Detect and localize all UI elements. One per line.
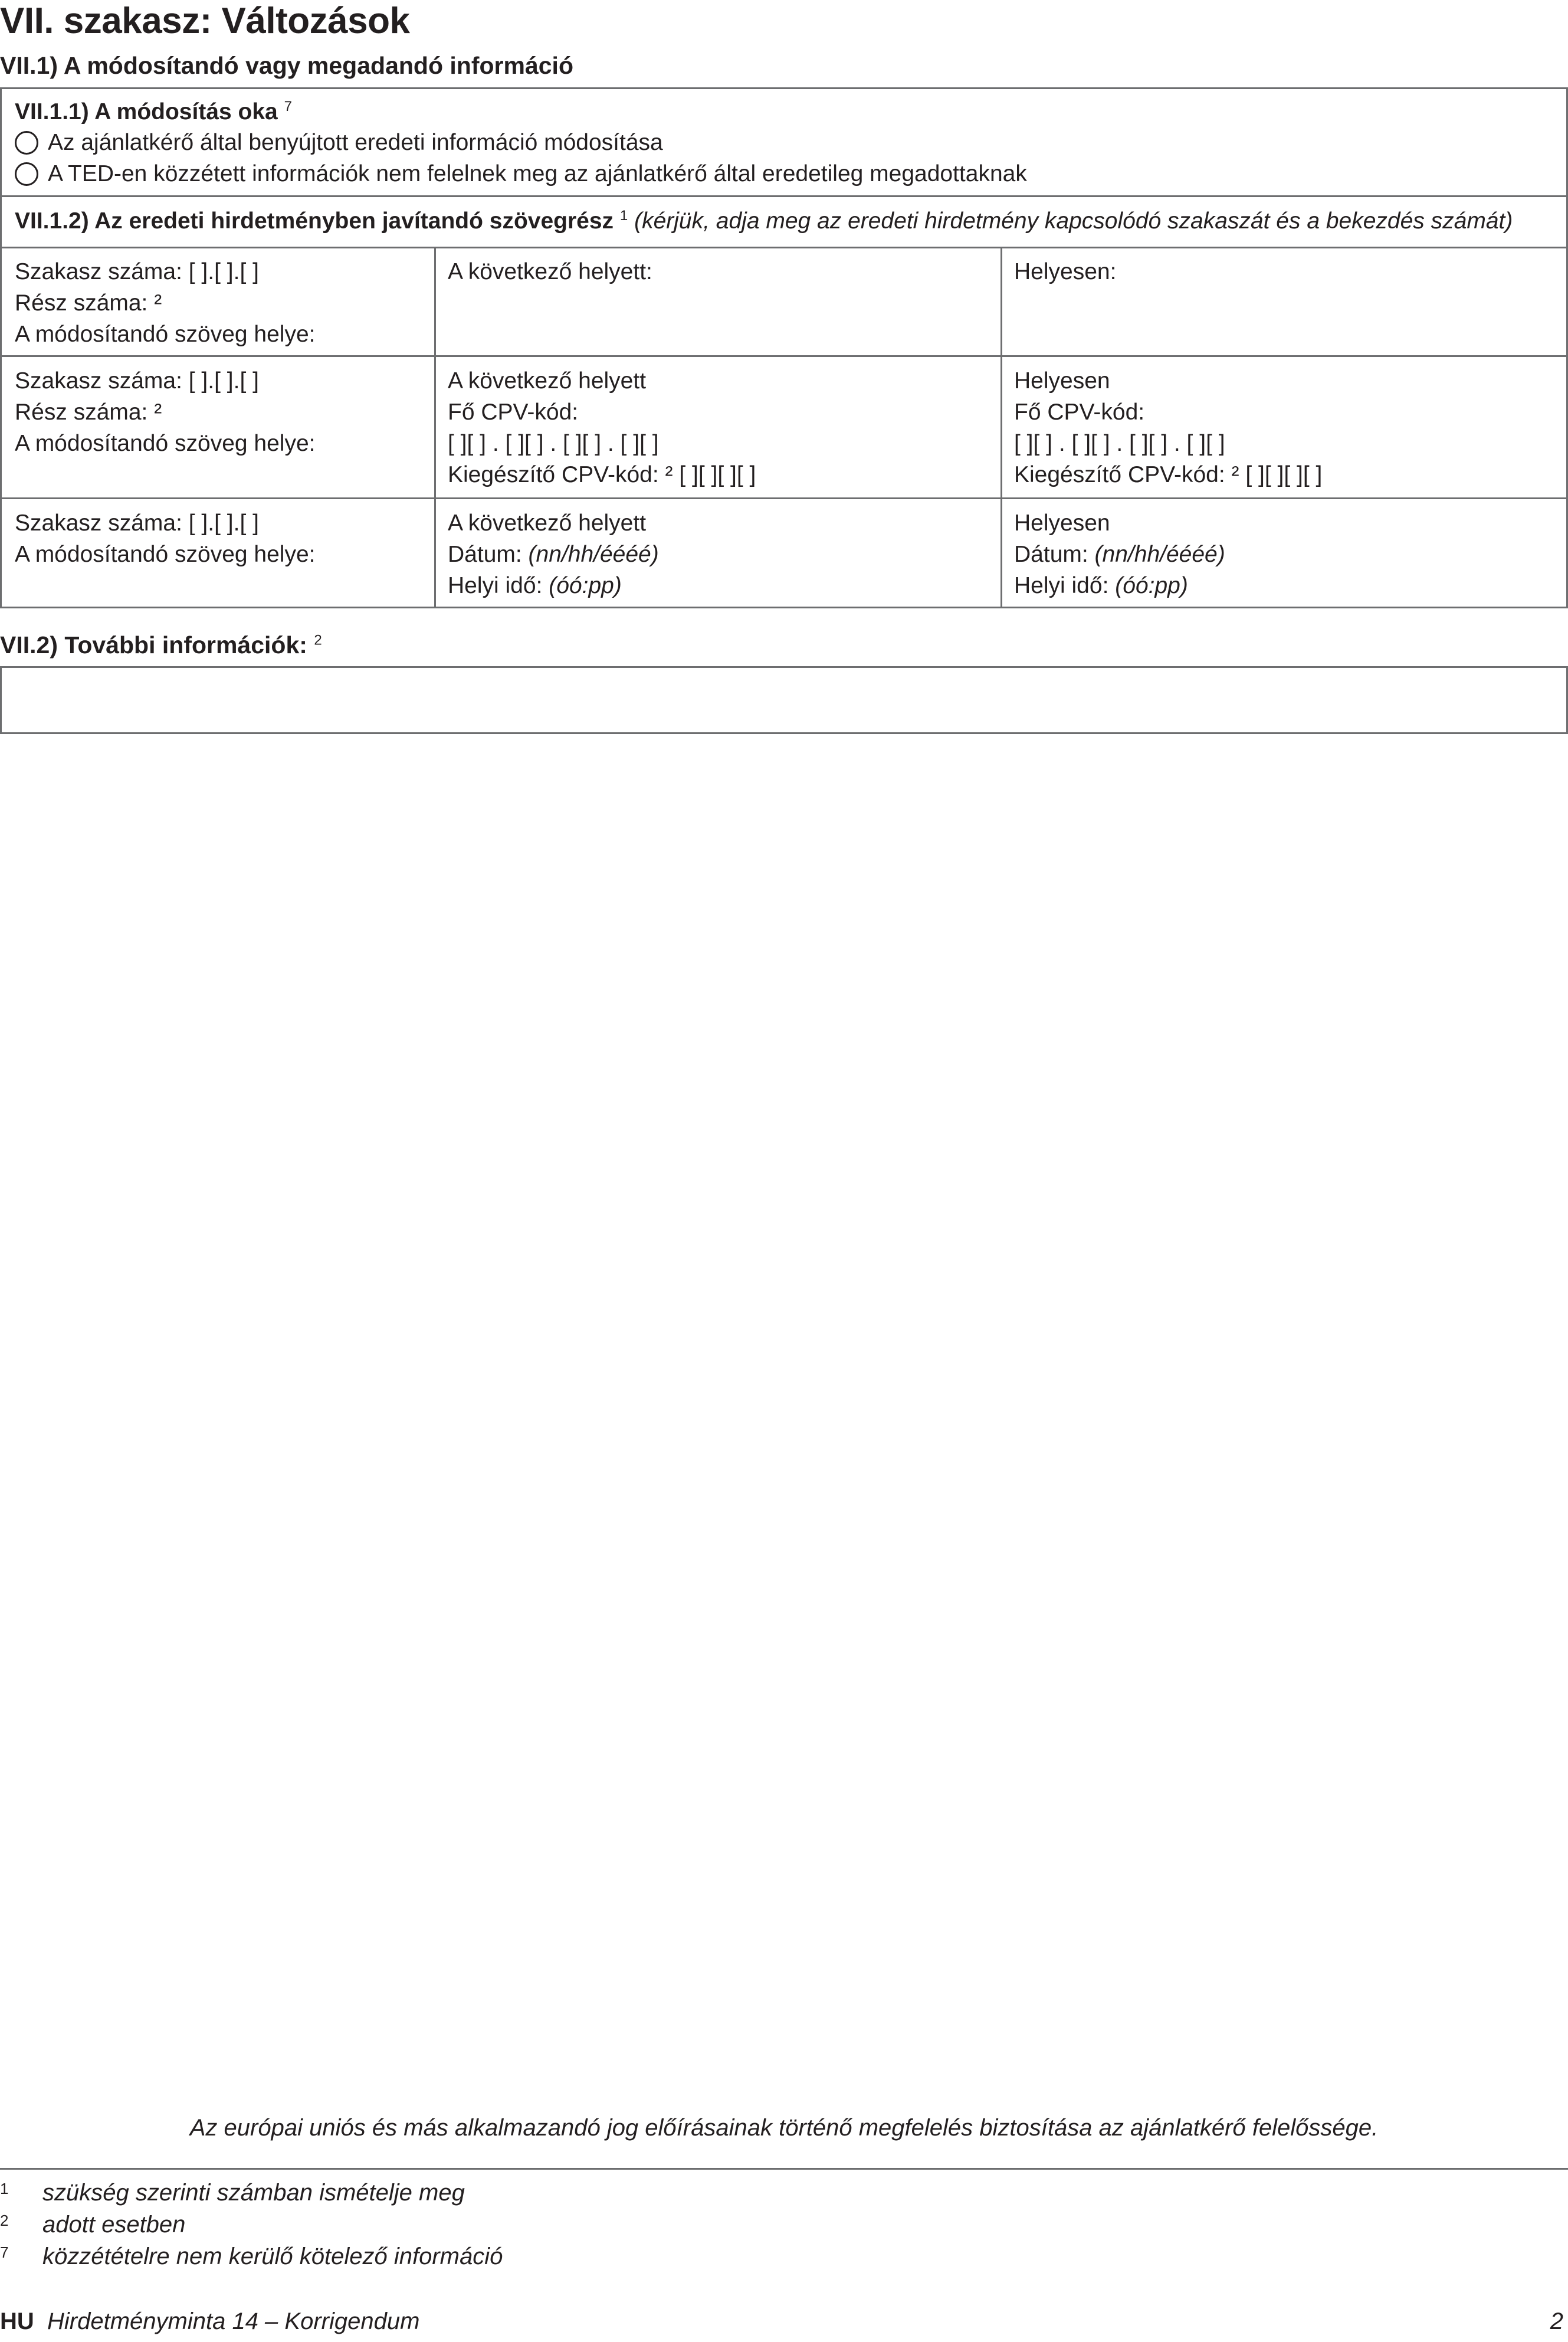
supplementary-cpv-field[interactable]: Kiegészítő CPV-kód: ² [ ][ ][ ][ ] <box>448 462 756 487</box>
language-code: HU <box>0 2308 34 2334</box>
instead-of-label: A következő helyett: <box>448 259 652 284</box>
row2-instead-cell[interactable] <box>448 365 756 490</box>
reason-option-1[interactable] <box>15 127 1027 158</box>
text-location-field[interactable]: A módosítandó szöveg helye: <box>15 431 316 456</box>
divider <box>2 497 1566 499</box>
footnote-separator <box>0 2168 1568 2170</box>
row3-section-cell[interactable] <box>15 507 316 570</box>
footnote-number: 1 <box>0 2180 9 2197</box>
footnote-text: szükség szerinti számban ismételje meg <box>42 2180 465 2206</box>
correct-label: Helyesen: <box>1014 259 1117 284</box>
reason-option-2[interactable] <box>15 158 1027 189</box>
time-field[interactable] <box>448 570 659 601</box>
main-cpv-field[interactable]: [ ][ ] . [ ][ ] . [ ][ ] . [ ][ ] <box>1014 431 1225 456</box>
correction-note: (kérjük, adja meg az eredeti hirdetmény kapcsolódó szakaszát és a bekezdés számát) <box>634 208 1513 234</box>
reason-heading <box>15 96 292 127</box>
divider <box>2 247 1566 248</box>
time-field[interactable] <box>1014 570 1225 601</box>
main-cpv-label: Fő CPV-kód: <box>448 399 579 425</box>
text-location-field[interactable]: A módosítandó szöveg helye: <box>15 542 316 567</box>
footnote-number: 7 <box>0 2243 9 2261</box>
column-divider <box>1000 247 1002 608</box>
text-location-field[interactable]: A módosítandó szöveg helye: <box>15 322 316 347</box>
row2-section-cell[interactable] <box>15 365 316 459</box>
date-format: (nn/hh/éééé) <box>1094 542 1225 567</box>
section-number-field[interactable]: Szakasz száma: [ ].[ ].[ ] <box>15 259 259 284</box>
time-format: (óó:pp) <box>549 573 622 598</box>
instead-of-label: A következő helyett <box>448 510 647 536</box>
correction-table <box>0 195 1568 608</box>
date-label: Dátum: <box>1014 542 1088 567</box>
main-cpv-label: Fő CPV-kód: <box>1014 399 1145 425</box>
footnotes <box>0 2180 708 2298</box>
footnote-text: adott esetben <box>42 2212 186 2238</box>
reason-footnote-ref: 7 <box>284 99 292 114</box>
footnote-text: közzétételre nem kerülő kötelező információ <box>42 2243 503 2269</box>
page-number: 2 <box>1550 2308 1563 2334</box>
part-number-field[interactable]: Rész száma: ² <box>15 399 162 425</box>
time-format: (óó:pp) <box>1115 573 1188 598</box>
date-label: Dátum: <box>448 542 522 567</box>
main-cpv-field[interactable]: [ ][ ] . [ ][ ] . [ ][ ] . [ ][ ] <box>448 431 659 456</box>
section-title: VII. szakasz: Változások <box>0 1 410 41</box>
divider <box>2 355 1566 357</box>
supplementary-cpv-field[interactable]: Kiegészítő CPV-kód: ² [ ][ ][ ][ ] <box>1014 462 1323 487</box>
column-divider <box>434 247 436 608</box>
date-field[interactable] <box>448 539 659 570</box>
correction-title: VII.1.2) Az eredeti hirdetményben javítandó szövegrész <box>15 208 614 234</box>
time-label: Helyi idő: <box>448 573 543 598</box>
date-field[interactable] <box>1014 539 1225 570</box>
row2-correct-cell[interactable] <box>1014 365 1322 490</box>
row3-instead-cell[interactable] <box>448 507 659 601</box>
row1-correct-cell[interactable] <box>1014 256 1116 287</box>
correction-footnote-ref: 1 <box>619 208 628 224</box>
row1-instead-cell[interactable] <box>448 256 652 287</box>
section-number-field[interactable]: Szakasz száma: [ ].[ ].[ ] <box>15 368 259 394</box>
part-number-field[interactable]: Rész száma: ² <box>15 290 162 316</box>
radio-button-2[interactable] <box>15 162 38 186</box>
section-number-field[interactable]: Szakasz száma: [ ].[ ].[ ] <box>15 510 259 536</box>
reason-box <box>0 87 1568 197</box>
reason-title: VII.1.1) A módosítás oka <box>15 99 278 125</box>
additional-info-heading <box>0 631 322 659</box>
footnote-number: 2 <box>0 2212 9 2229</box>
additional-info-footnote-ref: 2 <box>314 632 322 648</box>
vii1-heading: VII.1) A módosítandó vagy megadandó információ <box>0 52 573 79</box>
correction-heading <box>15 205 1513 237</box>
disclaimer-text: Az európai uniós és más alkalmazandó jog előírásainak történő megfelelés biztosítása az ajánlatkérő felelőssége. <box>189 2115 1379 2141</box>
radio-button-1[interactable] <box>15 131 38 155</box>
additional-info-field[interactable] <box>0 666 1568 734</box>
reason-option-1-label: Az ajánlatkérő által benyújtott eredeti információ módosítása <box>48 130 663 155</box>
row3-correct-cell[interactable] <box>1014 507 1225 601</box>
reason-option-2-label: A TED-en közzétett információk nem felelnek meg az ajánlatkérő által eredetileg megadottaknak <box>48 161 1027 186</box>
row1-section-cell[interactable] <box>15 256 316 350</box>
instead-of-label: A következő helyett <box>448 368 647 394</box>
correct-label: Helyesen <box>1014 368 1110 394</box>
date-format: (nn/hh/éééé) <box>528 542 659 567</box>
page-footer <box>0 2308 419 2335</box>
time-label: Helyi idő: <box>1014 573 1109 598</box>
form-name: Hirdetményminta 14 – Korrigendum <box>47 2308 420 2334</box>
correct-label: Helyesen <box>1014 510 1110 536</box>
additional-info-title: VII.2) További információk: <box>0 631 307 659</box>
